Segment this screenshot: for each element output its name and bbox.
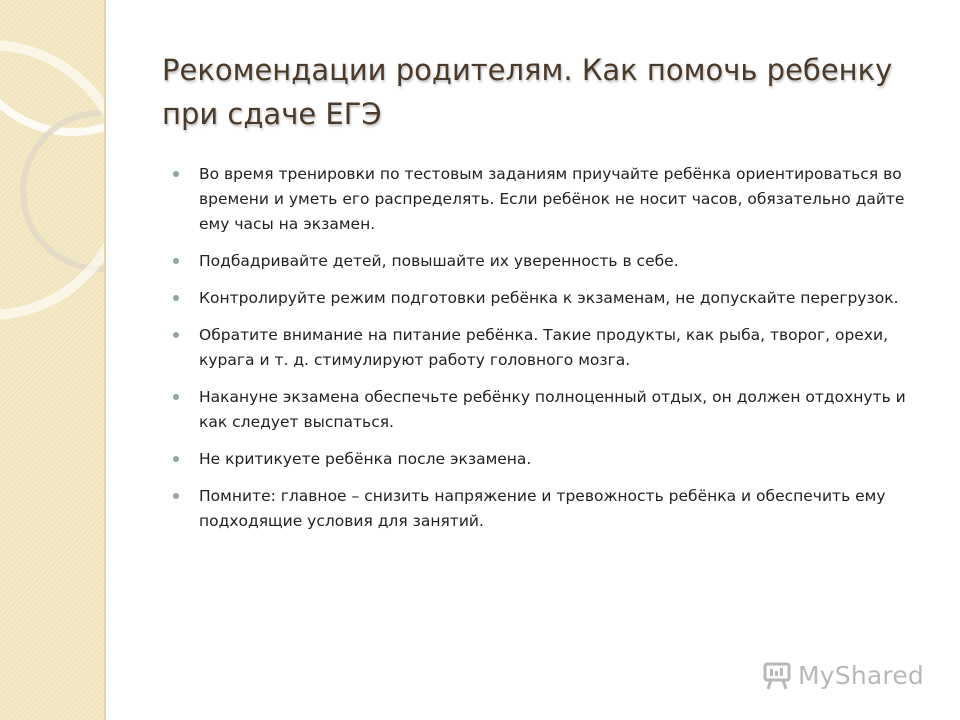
- bullet-item: [170, 162, 930, 237]
- bullet-dot-icon: [173, 295, 179, 301]
- presentation-board-icon: [762, 662, 792, 690]
- bullet-dot-icon: [173, 493, 179, 499]
- bullet-text: Накануне экзамена обеспечьте ребёнку полноценный отдых, он должен отдохнуть и как следует выспаться.: [199, 388, 906, 431]
- bullet-dot-icon: [173, 332, 179, 338]
- slide-title: Рекомендации родителям. Как помочь ребенку при сдаче ЕГЭ: [162, 53, 893, 131]
- bullet-dot-icon: [173, 394, 179, 400]
- bullet-text: Помните: главное – снизить напряжение и тревожность ребёнка и обеспечить ему подходящие условия для занятий.: [199, 487, 886, 530]
- bullet-dot-icon: [173, 171, 179, 177]
- bullet-item: [170, 484, 930, 534]
- bullet-item: [170, 323, 930, 373]
- decorative-side-panel: [0, 0, 106, 720]
- watermark-text: MyShared: [798, 661, 924, 690]
- bullet-item: [170, 385, 930, 435]
- bullet-item: [170, 286, 930, 311]
- bullet-text: Подбадривайте детей, повышайте их уверенность в себе.: [199, 252, 679, 270]
- bullet-item: [170, 447, 930, 472]
- bullet-text: Не критикуете ребёнка после экзамена.: [199, 450, 532, 468]
- bullet-text: Во время тренировки по тестовым заданиям приучайте ребёнка ориентироваться во времени и уметь его распределять. Если ребёнок не носит часов, обязательно дайте ему часы на экзамен.: [199, 165, 905, 233]
- decorative-ring: [0, 40, 106, 320]
- myshared-watermark: [762, 661, 924, 690]
- bullet-text: Контролируйте режим подготовки ребёнка к экзаменам, не допускайте перегрузок.: [199, 289, 899, 307]
- bullet-dot-icon: [173, 258, 179, 264]
- bullet-dot-icon: [173, 456, 179, 462]
- bullet-item: [170, 249, 930, 274]
- bullet-list: [170, 162, 930, 546]
- bullet-text: Обратите внимание на питание ребёнка. Такие продукты, как рыба, творог, орехи, курага и т. д. стимулируют работу головного мозга.: [199, 326, 889, 369]
